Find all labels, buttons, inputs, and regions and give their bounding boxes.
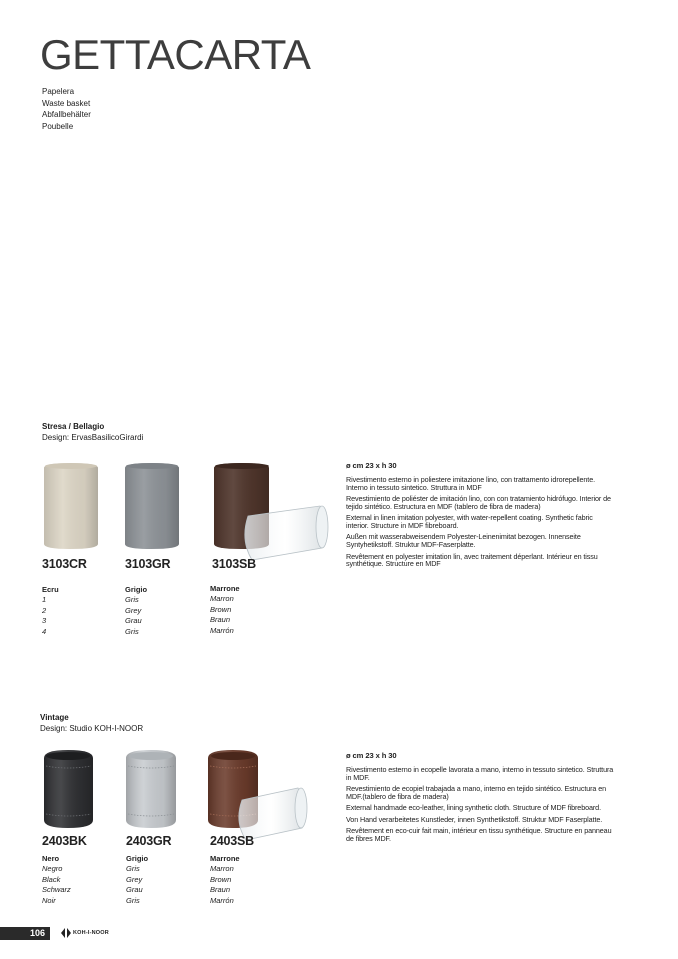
subtitle-es: Papelera: [42, 87, 75, 96]
description-it: Rivestimento esterno in poliestere imitazione lino, con trattamento idrorepellente. Interno in tessuto sintetico. Struttura in MDF: [346, 474, 595, 492]
product-code: 2403SB: [210, 834, 254, 848]
color-name-it: Marrone: [210, 584, 240, 593]
color-name-es: Marrón: [210, 895, 234, 905]
color-name-fr: Gris: [125, 595, 139, 605]
description-es: Revestimiento de poliéster de imitación lino, con con tratamiento hidrófugo. Interior de tejido sintético. Estructura en MDF (tablero de fibra de madera): [346, 493, 611, 511]
basket-3103CR-image: [44, 463, 98, 549]
color-name-de: Braun: [210, 885, 231, 895]
product-code: 2403BK: [42, 834, 87, 848]
color-name-en: Brown: [210, 874, 232, 884]
basket-2403GR-image: [126, 750, 176, 828]
color-name-it: Grigio: [126, 854, 149, 863]
description-de: Von Hand verarbeitetes Kunstleder, innen Synthetikstoff. Struktur MDF Faserplatte.: [346, 814, 603, 824]
koh-i-noor-logo-icon: [60, 927, 72, 939]
color-name-it: Nero: [42, 854, 60, 863]
color-name-it: Ecru: [42, 585, 59, 594]
description-en: External in linen imitation polyester, with water-repellent coating. Synthetic fabric interior. Structure in MDF fibreboard.: [346, 513, 593, 530]
section-stresa-header: [42, 421, 143, 443]
description-fr: Revêtement en polyester imitation lin, avec traitement déperlant. Intérieur en tissu synthétique. Structure en MDF: [346, 551, 598, 569]
color-name-de: Schwarz: [42, 885, 71, 895]
product-code: 2403GR: [126, 834, 172, 848]
color-name-it: Marrone: [210, 854, 240, 863]
color-name-de: Grau: [125, 616, 142, 626]
color-name-fr: Gris: [126, 864, 140, 874]
color-variant: 4: [42, 626, 47, 636]
dimensions: ø cm 23 x h 30: [346, 461, 397, 470]
dimensions: ø cm 23 x h 30: [346, 751, 397, 760]
color-names-marrone: [210, 584, 240, 636]
color-names-grigio: [126, 854, 148, 906]
basket-2403BK-image: [44, 750, 93, 828]
color-names-nero: [42, 854, 71, 906]
collection-name: Stresa / Bellagio: [42, 422, 105, 431]
subtitle-de: Abfallbehälter: [42, 110, 91, 119]
description-fr: Revêtement en eco-cuir fait main, intérieur en tissu synthétique. Structure en panneau de fibres MDF.: [346, 825, 612, 843]
section-vintage-header: [40, 712, 143, 734]
color-variant: 3: [42, 616, 47, 626]
color-name-es: Negro: [42, 864, 63, 874]
page-number: 106: [30, 928, 46, 938]
product-code: 3103GR: [125, 557, 171, 571]
section2-product-images: [40, 748, 310, 848]
color-name-en: Brown: [210, 604, 232, 614]
color-name-de: Braun: [210, 615, 231, 625]
description-en: External handmade eco-leather, lining synthetic cloth. Structure of MDF fibreboard.: [346, 803, 601, 813]
color-name-fr: Marron: [210, 594, 234, 604]
color-name-fr: Noir: [42, 895, 56, 905]
subtitle-fr: Poubelle: [42, 121, 74, 131]
collection-designer: Design: ErvasBasilicoGirardi: [42, 433, 144, 442]
description-es: Revestimiento de ecopiel trabajada a mano, interno en tejido sintético. Estructura en MDF.(tablero de fibra de madera): [346, 783, 606, 801]
color-name-en: Black: [42, 874, 61, 884]
color-names-ecru: [42, 585, 59, 637]
brand-name: KOH-I-NOOR: [73, 930, 109, 936]
color-names-grigio: [125, 585, 147, 637]
color-name-es: Gris: [125, 626, 139, 636]
color-name-it: Grigio: [125, 585, 148, 594]
color-name-es: Gris: [126, 895, 140, 905]
product-code: 3103SB: [212, 557, 256, 571]
color-name-en: Grey: [125, 605, 142, 615]
color-name-en: Grey: [126, 874, 143, 884]
color-name-fr: Marron: [210, 864, 234, 874]
product-code: 3103CR: [42, 557, 87, 571]
title-translations: [42, 86, 91, 132]
description-de: Außen mit wasserabweisendem Polyester-Leinenimitat bezogen. Innenseite Syntyhetikstoff. Struktur MDF-Faserplatte.: [346, 532, 581, 550]
color-names-marrone: [210, 854, 240, 906]
collection-name: Vintage: [40, 713, 69, 722]
collection-designer: Design: Studio KOH-I-NOOR: [40, 724, 144, 733]
color-name-de: Grau: [126, 885, 143, 895]
description-it: Rivestimento esterno in ecopelle lavorata a mano, interno in tessuto sintetico. Struttura in MDF.: [346, 764, 614, 782]
color-variant: 1: [42, 595, 47, 605]
basket-3103GR-image: [125, 463, 179, 549]
page-title: GETTACARTA: [40, 31, 311, 78]
color-name-es: Marrón: [210, 625, 234, 635]
section1-product-images: [40, 460, 310, 570]
color-variant: 2: [42, 605, 47, 615]
section2-description: [346, 752, 616, 846]
subtitle-en: Waste basket: [42, 98, 91, 108]
section1-description: [346, 462, 616, 572]
